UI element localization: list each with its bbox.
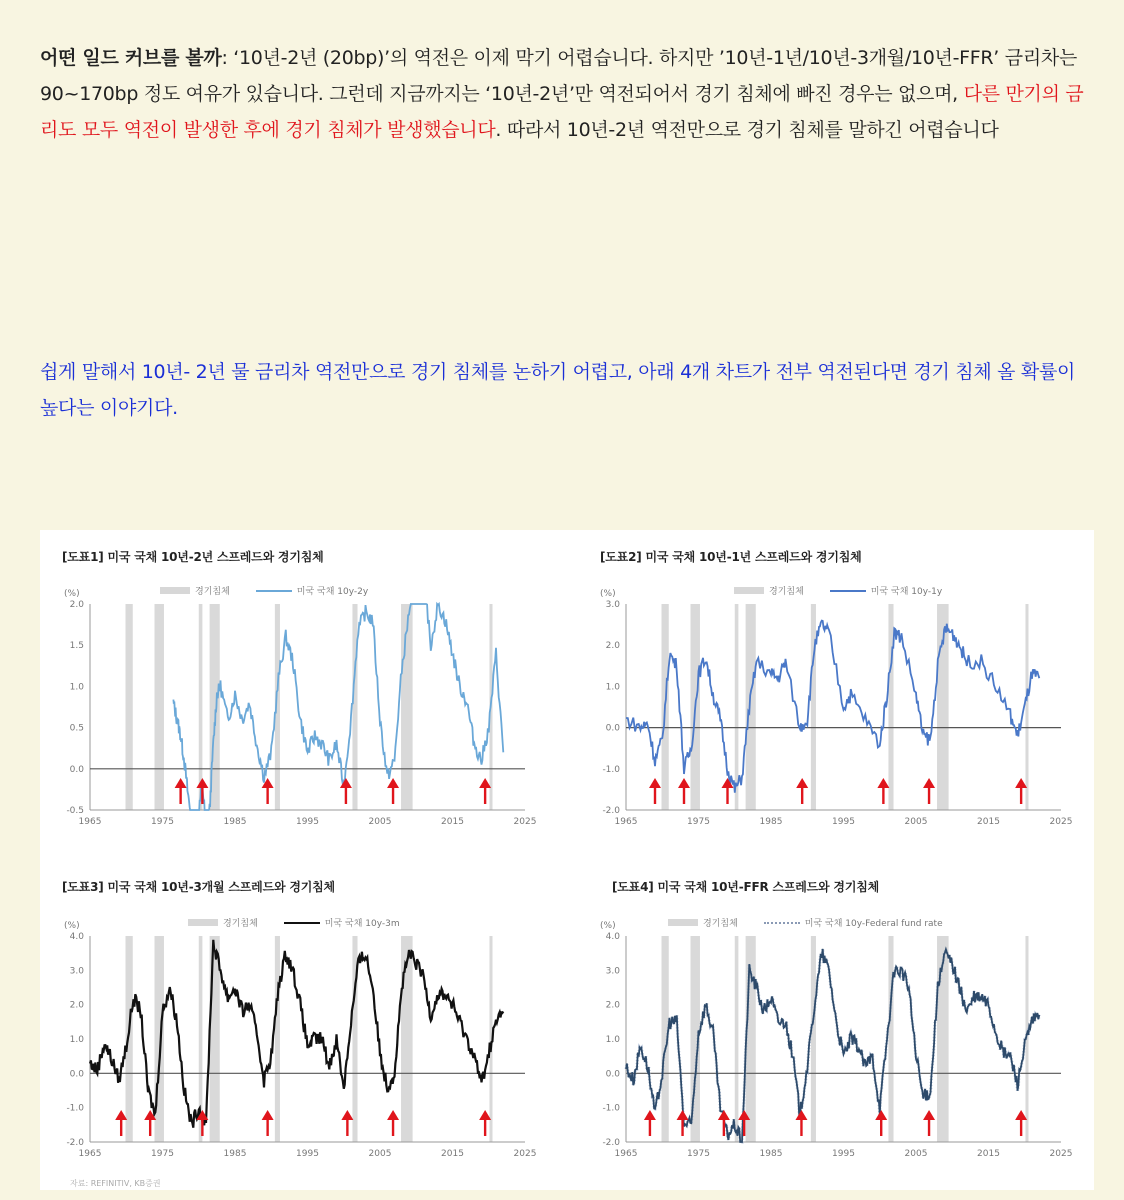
y-tick-label: 4.0 <box>605 932 620 942</box>
red-arrow-marker <box>796 778 808 804</box>
recession-band <box>888 936 893 1142</box>
chart2-title: [도표2] 미국 국채 10년-1년 스프레드와 경기침체 <box>600 550 862 564</box>
red-arrow-marker <box>1015 778 1027 804</box>
x-tick-label: 1995 <box>832 817 855 827</box>
y-unit-label: (%) <box>64 921 80 931</box>
x-tick-label: 1975 <box>151 817 174 827</box>
y-tick-label: 1.5 <box>69 641 84 652</box>
y-tick-label: -1.0 <box>602 764 620 775</box>
red-arrow-marker <box>877 778 889 804</box>
recession-band <box>746 604 756 810</box>
chart3-legend-recession-label: 경기침체 <box>223 919 258 929</box>
chart4-plot <box>586 910 1086 1172</box>
y-tick-label: 2.0 <box>69 1000 84 1011</box>
red-arrow-marker <box>262 1110 274 1136</box>
red-arrow-marker <box>1015 1110 1027 1136</box>
x-tick-label: 1995 <box>296 1149 319 1159</box>
red-arrow-marker <box>175 778 187 804</box>
red-arrow-marker <box>387 778 399 804</box>
x-tick-label: 1995 <box>296 817 319 827</box>
chart1-plot <box>50 578 550 840</box>
x-tick-label: 1985 <box>223 1149 247 1159</box>
x-tick-label: 1975 <box>687 817 710 827</box>
red-arrow-marker <box>678 778 690 804</box>
chart2-plot <box>586 578 1086 840</box>
x-tick-label: 2005 <box>904 1149 928 1159</box>
y-tick-label: 3.0 <box>605 600 620 610</box>
y-tick-label: -0.5 <box>66 806 84 816</box>
red-arrow-marker <box>875 1110 887 1136</box>
chart4-legend-series-label: 미국 국채 10y-Federal fund rate <box>804 919 943 929</box>
red-arrow-marker <box>479 778 491 804</box>
red-arrow-marker <box>341 1110 353 1136</box>
x-tick-label: 2025 <box>513 1149 537 1159</box>
y-unit-label: (%) <box>64 589 80 599</box>
x-tick-label: 2005 <box>904 817 928 827</box>
y-tick-label: 3.0 <box>605 966 620 977</box>
chart2-legend-recession-label: 경기침체 <box>769 587 804 597</box>
x-tick-label: 1995 <box>832 1149 855 1159</box>
red-arrow-marker <box>644 1110 656 1136</box>
chart-panel <box>40 530 1094 1190</box>
recession-band <box>735 936 739 1142</box>
x-tick-label: 2015 <box>977 817 1000 827</box>
y-unit-label: (%) <box>600 589 616 599</box>
chart3-legend-series-label: 미국 국채 10y-3m <box>324 919 400 929</box>
chart3-title: [도표3] 미국 국채 10년-3개월 스프레드와 경기침체 <box>62 880 335 894</box>
article-paragraph-1 <box>40 40 1090 148</box>
red-arrow-marker <box>923 1110 935 1136</box>
paragraph-highlight: 다른 만기의 금리도 모두 역전이 발생한 후에 경기 침체가 발생했습니다 <box>40 83 1084 141</box>
x-tick-label: 2025 <box>1049 1149 1073 1159</box>
x-tick-label: 1965 <box>78 1149 102 1159</box>
red-arrow-marker <box>923 778 935 804</box>
y-tick-label: 2.0 <box>69 600 84 610</box>
x-tick-label: 1965 <box>78 817 102 827</box>
y-tick-label: 3.0 <box>69 966 84 977</box>
recession-band <box>275 936 280 1142</box>
x-tick-label: 2015 <box>977 1149 1000 1159</box>
y-tick-label: 0.0 <box>69 1069 84 1080</box>
series-shadow <box>626 949 1039 1142</box>
recession-band <box>811 604 816 810</box>
chart2-legend-series-label: 미국 국채 10y-1y <box>870 587 943 597</box>
series-line <box>90 940 503 1128</box>
paragraph-lead: 어떤 일드 커브를 볼까 <box>40 47 222 69</box>
y-tick-label: 1.0 <box>605 682 620 693</box>
paragraph-text-a: : ‘10년-2년 (20bp)’의 역전은 이제 막기 어렵습니다. 하지만 ’10년-1년/10년-3개월/10년-FFR’ 금리차는 90~170bp 정도 여유가 있습니다. 그런데 지금까지는 ‘10년-2년’만 역전되어서 경기 침체에 빠진 경우는 없으며, <box>40 47 1077 105</box>
x-tick-label: 2015 <box>441 1149 464 1159</box>
recession-band <box>811 936 816 1142</box>
x-tick-label: 1975 <box>151 1149 174 1159</box>
chart4-legend-recession-label: 경기침체 <box>703 919 738 929</box>
chart4-title: [도표4] 미국 국채 10년-FFR 스프레드와 경기침체 <box>612 880 879 894</box>
series-line <box>626 621 1039 793</box>
x-tick-label: 1985 <box>759 817 783 827</box>
x-tick-label: 2025 <box>1049 817 1073 827</box>
red-arrow-marker <box>479 1110 491 1136</box>
recession-band <box>888 604 893 810</box>
recession-band <box>937 604 949 810</box>
y-tick-label: 1.0 <box>69 682 84 693</box>
red-arrow-marker <box>795 1110 807 1136</box>
y-tick-label: -2.0 <box>602 806 620 816</box>
x-tick-label: 2025 <box>513 817 537 827</box>
series-line <box>173 604 503 810</box>
red-arrow-marker <box>115 1110 127 1136</box>
recession-band <box>155 604 164 810</box>
y-tick-label: 0.0 <box>69 764 84 775</box>
x-tick-label: 1985 <box>759 1149 783 1159</box>
red-arrow-marker <box>196 778 208 804</box>
y-tick-label: 4.0 <box>69 932 84 942</box>
x-tick-label: 2005 <box>368 817 392 827</box>
article-paragraph-2: 쉽게 말해서 10년- 2년 물 금리차 역전만으로 경기 침체를 논하기 어렵고, 아래 4개 차트가 전부 역전된다면 경기 침체 올 확률이 높다는 이야기다. <box>40 361 1076 419</box>
x-tick-label: 1975 <box>687 1149 710 1159</box>
recession-band <box>746 936 756 1142</box>
recession-band <box>126 936 133 1142</box>
series-line <box>626 949 1039 1142</box>
y-tick-label: -2.0 <box>66 1138 84 1148</box>
x-tick-label: 1965 <box>614 1149 638 1159</box>
recession-band <box>210 936 220 1142</box>
chart1-title: [도표1] 미국 국채 10년-2년 스프레드와 경기침체 <box>62 550 324 564</box>
recession-band <box>735 604 739 810</box>
x-tick-label: 1985 <box>223 817 247 827</box>
y-tick-label: -2.0 <box>602 1138 620 1148</box>
chart1-legend-series-label: 미국 국채 10y-2y <box>296 587 369 597</box>
red-arrow-marker <box>649 778 661 804</box>
y-tick-label: 2.0 <box>605 641 620 652</box>
x-tick-label: 1965 <box>614 817 638 827</box>
recession-band <box>352 604 357 810</box>
chart1-legend-recession-label: 경기침체 <box>195 587 230 597</box>
y-tick-label: -1.0 <box>602 1103 620 1114</box>
y-tick-label: 0.0 <box>605 723 620 734</box>
y-tick-label: -1.0 <box>66 1103 84 1114</box>
x-tick-label: 2005 <box>368 1149 392 1159</box>
y-unit-label: (%) <box>600 921 616 931</box>
chart3-plot <box>50 910 550 1172</box>
recession-band <box>126 604 133 810</box>
recession-band <box>1025 604 1028 810</box>
y-tick-label: 0.0 <box>605 1069 620 1080</box>
paragraph-text-b: . 따라서 10년-2년 역전만으로 경기 침체를 말하긴 어렵습니다 <box>495 119 999 141</box>
y-tick-label: 2.0 <box>605 1000 620 1011</box>
y-tick-label: 1.0 <box>605 1035 620 1045</box>
source-note: 자료: REFINITIV, KB증권 <box>70 1179 161 1188</box>
y-tick-label: 0.5 <box>69 723 84 734</box>
recession-band <box>401 604 413 810</box>
x-tick-label: 2015 <box>441 817 464 827</box>
y-tick-label: 1.0 <box>69 1035 84 1045</box>
red-arrow-marker <box>387 1110 399 1136</box>
